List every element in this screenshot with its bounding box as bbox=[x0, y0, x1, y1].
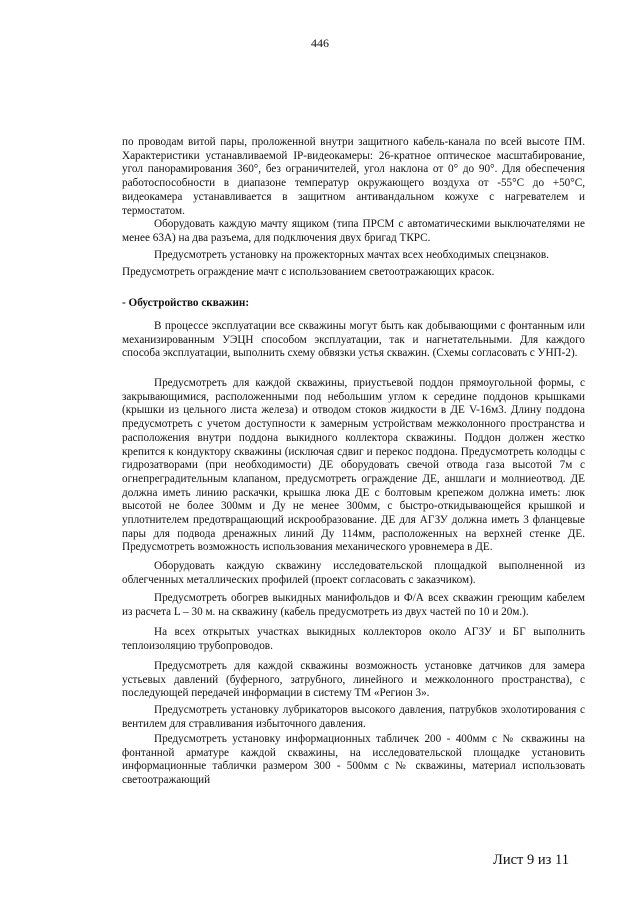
paragraph-info-plates: Предусмотреть установку информационных табличек 200 - 400мм с № скважины на фонтанной арматуре каждой скважины, на исследовательской площадке установить информационные таблички размером 300 - 500мм с № скважины, материал использовать светоотражающий bbox=[122, 733, 585, 787]
page-number: 446 bbox=[311, 36, 329, 50]
paragraph-insulation: На всех открытых участках выкидных коллекторов около АГЗУ и БГ выполнить теплоизоляцию трубопроводов. bbox=[122, 626, 585, 652]
paragraph-mast-box: Оборудовать каждую мачту ящиком (типа ПРСМ с автоматическими выключателями не менее 63А) на два разъема, для подключения двух бригад ТКРС. bbox=[122, 218, 585, 244]
paragraph-sensors: Предусмотреть для каждой скважины возможность установке датчиков для замера устьевых давлений (буферного, затрубного, линейного и межколонного пространства), с последующей передачей информации в систему ТМ «Регион 3». bbox=[122, 660, 585, 700]
paragraph-fence: Предусмотреть ограждение мачт с использованием светоотражающих красок. bbox=[122, 266, 495, 278]
paragraph-wells-operation: В процессе эксплуатации все скважины могут быть как добывающими с фонтанным или механизированным УЭЦН способом эксплуатации, так и нагнетательными. Для каждого способа эксплуатации, выполнить схему обвязки устья скважин. (Схемы согласовать с УНП-2). bbox=[122, 320, 585, 360]
paragraph-lubricators: Предусмотреть установку лубрикаторов высокого давления, патрубков эхолотирования с вентилем для стравливания избыточного давления. bbox=[122, 704, 585, 730]
paragraph-camera-specs: по проводам витой пары, проложенной внутри защитного кабель-канала по всей высоте ПМ. Характеристики устанавливаемой IP-видеокамеры: 26-кратное оптическое масштабирование, угол панорамирования 360°, без ограничителей, угол наклона от 0° до 90°. Для обеспечения работоспособности в диапазоне температур окружающего воздуха от -55°С до +50°С, видеокамера устанавливается в защитном антивандальном кожухе с нагревателем и термостатом. bbox=[122, 136, 585, 217]
paragraph-research-platform: Оборудовать каждую скважину исследовательской площадкой выполненной из облегченных металлических профилей (проект согласовать с заказчиком). bbox=[122, 560, 585, 586]
paragraph-signs: Предусмотреть установку на прожекторных мачтах всех необходимых спецзнаков. bbox=[154, 249, 549, 261]
section-heading-wells: - Обустройство скважин: bbox=[122, 297, 250, 309]
sheet-footer: Лист 9 из 11 bbox=[493, 852, 569, 868]
paragraph-pallet: Предусмотреть для каждой скважины, приустьевой поддон прямоугольной формы, с закрывающимися, расположенными под небольшим углом к середине поддонов крышками (крышки из цельного листа железа) и отводом стоков жидкости в ДЕ V-16м3. Длину поддона предусмотреть с учетом доступности к замерным устройствам межколонного пространства и расположения внутри поддона выкидного коллектора скважины. Поддон должен жестко крепится к кондуктору скважины (исключая сдвиг и перекос поддона. Предусмотреть колодцы с гидрозатворами (при необходимости) ДЕ оборудовать свечой отвода газа высотой 7м с огнепреградительным клапаном, предусмотреть ограждение ДЕ, аншлаги и молниеотвод. ДЕ должна иметь линию раскачки, крышка люка ДЕ с болтовым крепежом должна иметь: люк высотой не более 300мм и Ду не менее 300мм, с быстро-откидывающейся крышкой и уплотнителем предотвращающий искрообразование. ДЕ для АГЗУ должна иметь 3 фланцевые пары для подвода дренажных линий Ду 114мм, расположенных на верхней стенке ДЕ. Предусмотреть возможность использования механического уровнемера в ДЕ. bbox=[122, 377, 585, 554]
paragraph-heating: Предусмотреть обогрев выкидных манифольдов и Ф/А всех скважин греющим кабелем из расчета L – 30 м. на скважину (кабель предусмотреть из двух частей по 10 и 20м.). bbox=[122, 592, 585, 618]
